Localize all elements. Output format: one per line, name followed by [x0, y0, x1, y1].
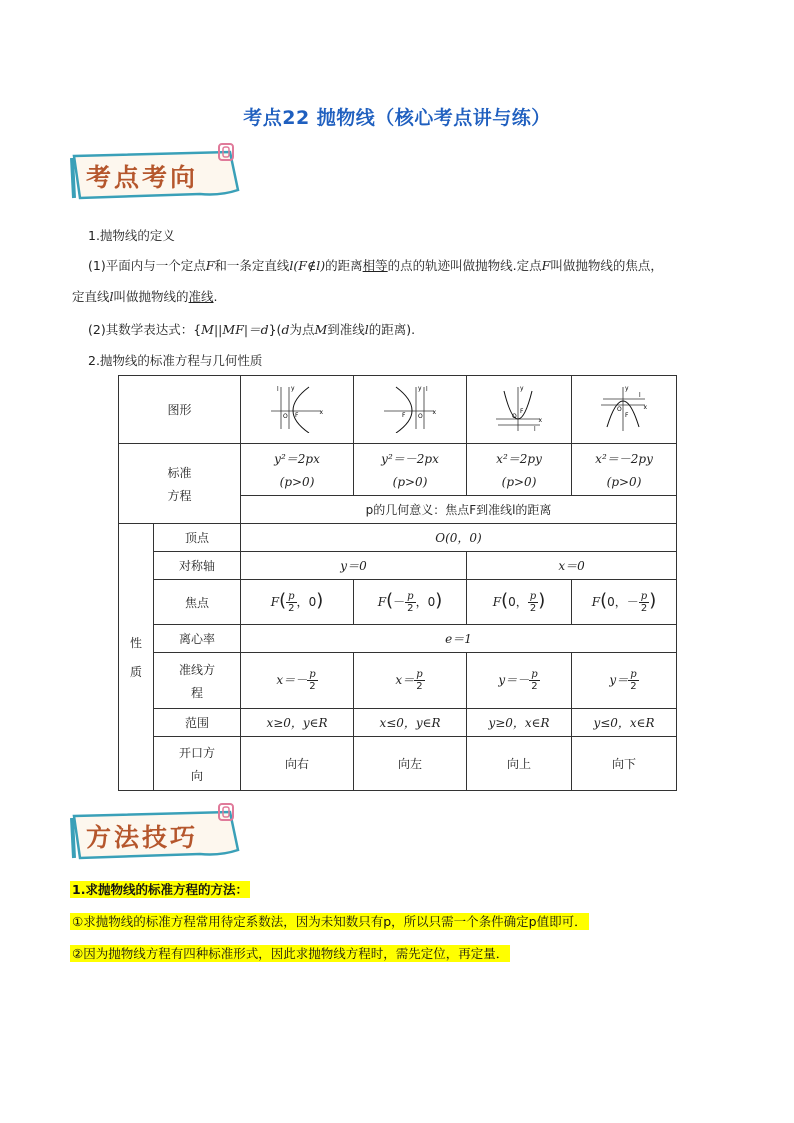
range-label: 范围: [154, 709, 241, 737]
focus-label: F: [625, 412, 629, 419]
range-left: x≤0，y∈R: [354, 709, 467, 737]
graph-left: [354, 376, 467, 444]
axis-x-label: x: [319, 409, 324, 416]
directrix-down: y＝ $\frac{p}{2}$: [572, 653, 677, 709]
axis-x-label: x: [538, 417, 543, 424]
std-eq-up: x²＝2py (p>0): [467, 444, 572, 496]
ecc-value: e＝1: [241, 625, 677, 653]
definition-line-1: (1)平面内与一个定点F和一条定直线l(F∉l)的距离相等的点的轨迹叫做抛物线.定点F叫做抛物线的焦点，: [88, 258, 663, 273]
open-left: 向左: [354, 737, 467, 791]
directrix-label: l: [534, 426, 536, 433]
directrix-up: y＝－ $\frac{p}{2}$: [467, 653, 572, 709]
axis-x-label: x: [432, 409, 437, 416]
directrix-left: x＝ $\frac{p}{2}$: [354, 653, 467, 709]
parabola-property-table: [118, 375, 677, 791]
range-up: y≥0，x∈R: [467, 709, 572, 737]
directrix-label: l: [277, 386, 279, 393]
open-right: 向右: [241, 737, 354, 791]
focus-label: F: [520, 408, 524, 415]
origin-label: O: [283, 413, 288, 420]
section-banner-fangfa: [70, 810, 242, 860]
vertex-label: 顶点: [154, 524, 241, 552]
directrix-label: 准线方 程: [154, 653, 241, 709]
std-eq-left: y²＝－2px (p>0): [354, 444, 467, 496]
origin-label: O: [512, 413, 517, 420]
graph-label: 图形: [119, 376, 241, 444]
directrix-label: l: [426, 386, 428, 393]
definition-line-2: 定直线l叫做抛物线的准线.: [72, 289, 218, 304]
std-eq-label: 标准 方程: [119, 444, 241, 524]
open-label: 开口方 向: [154, 737, 241, 791]
parabola-left-graph: [382, 383, 438, 433]
focus-left: F(－ $\frac{p}{2}$ ，0): [354, 580, 467, 625]
paperclip-icon: [216, 142, 236, 162]
definition-line-3: (2)其数学表达式：{M||MF|＝d}(d为点M到准线l的距离).: [88, 322, 416, 337]
axis-y-label: y: [625, 385, 629, 392]
vertex-value: O(0，0): [241, 524, 677, 552]
range-down: y≤0，x∈R: [572, 709, 677, 737]
focus-up: F(0， $\frac{p}{2}$ ): [467, 580, 572, 625]
parabola-right-graph: [269, 383, 325, 433]
banner-text: 方法技巧: [86, 823, 199, 852]
page-title: 考点22 抛物线（核心考点讲与练）: [243, 107, 551, 129]
origin-label: O: [617, 406, 622, 413]
graph-up: [467, 376, 572, 444]
axis-y-label: y: [520, 385, 524, 392]
open-down: 向下: [572, 737, 677, 791]
parabola-up-graph: [494, 383, 544, 433]
parabola-down-graph: [599, 383, 649, 433]
range-right: x≥0，y∈R: [241, 709, 354, 737]
method-line-3: ②因为抛物线方程有四种标准形式，因此求抛物线方程时，需先定位，再定量．: [72, 946, 509, 961]
section-banner-kaodian: [70, 150, 242, 200]
ecc-label: 离心率: [154, 625, 241, 653]
definition-heading: 1.抛物线的定义: [88, 228, 175, 243]
focus-label: F: [402, 412, 406, 419]
std-eq-right: y²＝2px (p>0): [241, 444, 354, 496]
directrix-right: x＝－ $\frac{p}{2}$: [241, 653, 354, 709]
axis-value-x: y＝0: [241, 552, 467, 580]
method-line-2: ①求抛物线的标准方程常用待定系数法，因为未知数只有p，所以只需一个条件确定p值即可．: [72, 914, 587, 929]
axis-y-label: y: [418, 385, 422, 392]
table-heading: 2.抛物线的标准方程与几何性质: [88, 353, 263, 368]
properties-label: 性 质: [119, 524, 154, 791]
paperclip-icon: [216, 802, 236, 822]
axis-x-label: x: [643, 404, 648, 411]
focus-right: F( $\frac{p}{2}$ ，0): [241, 580, 354, 625]
p-meaning: p的几何意义：焦点F到准线l的距离: [241, 496, 677, 524]
focus-label: 焦点: [154, 580, 241, 625]
std-eq-down: x²＝－2py (p>0): [572, 444, 677, 496]
method-line-1: 1.求抛物线的标准方程的方法：: [72, 882, 248, 897]
banner-text: 考点考向: [86, 163, 199, 192]
graph-down: [572, 376, 677, 444]
graph-right: [241, 376, 354, 444]
focus-label: F: [295, 412, 299, 419]
axis-value-y: x＝0: [467, 552, 677, 580]
open-up: 向上: [467, 737, 572, 791]
axis-label: 对称轴: [154, 552, 241, 580]
focus-down: F(0，－ $\frac{p}{2}$ ): [572, 580, 677, 625]
origin-label: O: [418, 413, 423, 420]
axis-y-label: y: [291, 385, 295, 392]
directrix-label: l: [639, 392, 641, 399]
